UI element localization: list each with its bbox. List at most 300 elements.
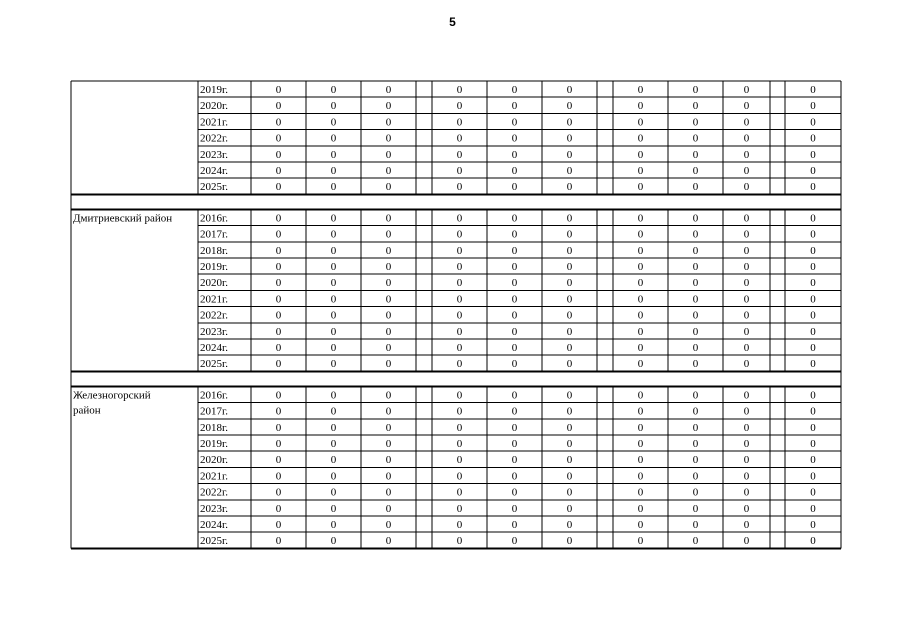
table-row (198, 229, 841, 242)
value-cell: 0 (637, 84, 644, 96)
table-row (198, 438, 841, 451)
value-cell: 0 (637, 502, 644, 515)
value-cell: 0 (692, 212, 699, 225)
value-cell: 0 (692, 438, 699, 450)
value-cell: 0 (456, 84, 463, 96)
value-cell: 0 (275, 148, 282, 161)
table-row (198, 422, 841, 435)
value-cell: 0 (566, 421, 573, 434)
page-number: 5 (449, 15, 456, 29)
value-cell: 0 (385, 181, 392, 194)
value-cell: 0 (810, 132, 816, 145)
value-cell: 0 (692, 293, 699, 306)
value-cell: 0 (330, 277, 337, 290)
value-cell: 0 (330, 535, 337, 548)
year-cell: 2023г. (200, 148, 229, 161)
value-cell: 0 (330, 84, 337, 96)
value-cell: 0 (810, 148, 816, 161)
value-cell: 0 (637, 309, 644, 322)
table-row (198, 261, 841, 274)
value-cell: 0 (637, 212, 644, 225)
value-cell: 0 (511, 212, 518, 225)
value-cell: 0 (275, 519, 282, 531)
year-cell: 2019г. (200, 84, 229, 96)
value-cell: 0 (275, 100, 282, 113)
year-cell: 2020г. (200, 277, 229, 290)
value-cell: 0 (637, 181, 644, 194)
value-cell: 0 (810, 100, 816, 113)
value-cell: 0 (456, 148, 463, 161)
value-cell: 0 (456, 309, 463, 322)
value-cell: 0 (637, 486, 644, 499)
table-row (198, 149, 841, 162)
year-cell: 2023г. (200, 502, 229, 515)
value-cell: 0 (692, 342, 699, 354)
value-cell: 0 (385, 132, 392, 145)
value-cell: 0 (456, 389, 463, 402)
value-cell: 0 (637, 261, 644, 273)
value-cell: 0 (511, 84, 518, 96)
value-cell: 0 (743, 293, 750, 306)
year-cell: 2020г. (200, 100, 229, 113)
value-cell: 0 (456, 405, 463, 418)
value-cell: 0 (692, 502, 699, 515)
value-cell: 0 (511, 405, 518, 418)
value-cell: 0 (637, 421, 644, 434)
table-row (198, 100, 841, 113)
value-cell: 0 (385, 535, 392, 548)
value-cell: 0 (810, 277, 816, 290)
value-cell: 0 (275, 116, 282, 129)
table-row (198, 470, 841, 483)
value-cell: 0 (275, 535, 282, 548)
value-cell: 0 (385, 116, 392, 129)
value-cell: 0 (692, 454, 699, 467)
value-cell: 0 (810, 342, 816, 354)
value-cell: 0 (330, 100, 337, 113)
value-cell: 0 (511, 293, 518, 306)
district-name: Дмитриевский район (73, 212, 173, 225)
value-cell: 0 (566, 148, 573, 161)
year-cell: 2021г. (200, 116, 229, 129)
value-cell: 0 (566, 342, 573, 354)
value-cell: 0 (637, 535, 644, 548)
value-cell: 0 (743, 148, 750, 161)
value-cell: 0 (385, 212, 392, 225)
value-cell: 0 (566, 454, 573, 467)
district-group (71, 386, 841, 548)
value-cell: 0 (275, 470, 282, 483)
value-cell: 0 (566, 100, 573, 113)
value-cell: 0 (810, 309, 816, 322)
value-cell: 0 (385, 309, 392, 322)
value-cell: 0 (275, 293, 282, 306)
value-cell: 0 (692, 325, 699, 338)
value-cell: 0 (637, 438, 644, 450)
value-cell: 0 (810, 486, 816, 499)
value-cell: 0 (743, 325, 750, 338)
value-cell: 0 (743, 389, 750, 402)
year-cell: 2024г. (200, 342, 229, 354)
value-cell: 0 (330, 342, 337, 354)
table-row (200, 535, 816, 547)
value-cell: 0 (566, 405, 573, 418)
value-cell: 0 (330, 486, 337, 499)
value-cell: 0 (511, 165, 518, 177)
value-cell: 0 (810, 502, 816, 515)
value-cell: 0 (743, 165, 750, 177)
table-row (198, 454, 841, 467)
value-cell: 0 (566, 165, 573, 177)
value-cell: 0 (566, 438, 573, 450)
table-row (198, 116, 841, 129)
year-cell: 2016г. (200, 212, 229, 225)
value-cell: 0 (385, 84, 392, 96)
table-row (200, 358, 816, 370)
table-row (198, 277, 841, 290)
value-cell: 0 (743, 421, 750, 434)
value-cell: 0 (743, 502, 750, 515)
value-cell: 0 (743, 342, 750, 354)
value-cell: 0 (511, 454, 518, 467)
year-cell: 2018г. (200, 421, 229, 434)
value-cell: 0 (692, 228, 699, 241)
value-cell: 0 (511, 100, 518, 113)
value-cell: 0 (637, 244, 644, 257)
value-cell: 0 (456, 454, 463, 467)
value-cell: 0 (637, 342, 644, 354)
value-cell: 0 (692, 148, 699, 161)
value-cell: 0 (810, 84, 816, 96)
value-cell: 0 (511, 519, 518, 531)
value-cell: 0 (692, 84, 699, 96)
value-cell: 0 (637, 358, 644, 371)
year-cell: 2022г. (200, 132, 229, 145)
value-cell: 0 (566, 293, 573, 306)
table-row (198, 406, 841, 419)
value-cell: 0 (330, 261, 337, 273)
value-cell: 0 (275, 438, 282, 450)
value-cell: 0 (511, 132, 518, 145)
value-cell: 0 (385, 486, 392, 499)
value-cell: 0 (743, 405, 750, 418)
value-cell: 0 (511, 325, 518, 338)
value-cell: 0 (385, 277, 392, 290)
value-cell: 0 (511, 421, 518, 434)
value-cell: 0 (810, 261, 816, 273)
value-cell: 0 (566, 132, 573, 145)
year-cell: 2023г. (200, 325, 229, 338)
district-group (71, 209, 841, 371)
value-cell: 0 (330, 228, 337, 241)
value-cell: 0 (330, 519, 337, 531)
value-cell: 0 (385, 148, 392, 161)
value-cell: 0 (456, 100, 463, 113)
value-cell: 0 (456, 228, 463, 241)
year-cell: 2025г. (200, 181, 229, 194)
value-cell: 0 (637, 228, 644, 241)
year-cell: 2017г. (200, 405, 229, 418)
value-cell: 0 (385, 421, 392, 434)
value-cell: 0 (385, 405, 392, 418)
year-cell: 2025г. (200, 358, 229, 371)
value-cell: 0 (743, 181, 750, 194)
value-cell: 0 (330, 212, 337, 225)
value-cell: 0 (810, 181, 816, 194)
value-cell: 0 (385, 325, 392, 338)
value-cell: 0 (275, 212, 282, 225)
value-cell: 0 (692, 470, 699, 483)
value-cell: 0 (275, 132, 282, 145)
value-cell: 0 (511, 148, 518, 161)
value-cell: 0 (275, 84, 282, 96)
value-cell: 0 (566, 519, 573, 531)
value-cell: 0 (511, 486, 518, 499)
value-cell: 0 (566, 535, 573, 548)
value-cell: 0 (566, 261, 573, 273)
value-cell: 0 (275, 228, 282, 241)
value-cell: 0 (275, 165, 282, 177)
year-cell: 2021г. (200, 470, 229, 483)
value-cell: 0 (566, 84, 573, 96)
value-cell: 0 (692, 389, 699, 402)
value-cell: 0 (275, 389, 282, 402)
year-cell: 2024г. (200, 165, 229, 177)
value-cell: 0 (743, 309, 750, 322)
value-cell: 0 (637, 519, 644, 531)
value-cell: 0 (566, 502, 573, 515)
year-cell: 2019г. (200, 438, 229, 450)
value-cell: 0 (511, 309, 518, 322)
value-cell: 0 (275, 502, 282, 515)
value-cell: 0 (637, 325, 644, 338)
value-cell: 0 (456, 421, 463, 434)
value-cell: 0 (743, 116, 750, 129)
value-cell: 0 (275, 342, 282, 354)
value-cell: 0 (692, 116, 699, 129)
table-row (198, 389, 841, 402)
value-cell: 0 (566, 212, 573, 225)
value-cell: 0 (566, 228, 573, 241)
value-cell: 0 (330, 421, 337, 434)
value-cell: 0 (275, 358, 282, 371)
value-cell: 0 (810, 389, 816, 402)
value-cell: 0 (743, 358, 750, 371)
value-cell: 0 (385, 358, 392, 371)
value-cell: 0 (330, 502, 337, 515)
value-cell: 0 (511, 535, 518, 548)
value-cell: 0 (456, 502, 463, 515)
value-cell: 0 (566, 277, 573, 290)
value-cell: 0 (385, 502, 392, 515)
value-cell: 0 (692, 421, 699, 434)
value-cell: 0 (743, 519, 750, 531)
value-cell: 0 (810, 165, 816, 177)
value-cell: 0 (743, 132, 750, 145)
value-cell: 0 (743, 228, 750, 241)
value-cell: 0 (637, 470, 644, 483)
value-cell: 0 (385, 470, 392, 483)
value-cell: 0 (385, 389, 392, 402)
value-cell: 0 (692, 100, 699, 113)
value-cell: 0 (511, 228, 518, 241)
value-cell: 0 (692, 405, 699, 418)
value-cell: 0 (511, 389, 518, 402)
value-cell: 0 (743, 535, 750, 548)
value-cell: 0 (511, 261, 518, 273)
value-cell: 0 (692, 277, 699, 290)
value-cell: 0 (330, 309, 337, 322)
value-cell: 0 (330, 325, 337, 338)
table-row (198, 165, 841, 178)
value-cell: 0 (385, 519, 392, 531)
value-cell: 0 (566, 470, 573, 483)
value-cell: 0 (456, 342, 463, 354)
value-cell: 0 (456, 165, 463, 177)
value-cell: 0 (692, 181, 699, 194)
year-cell: 2020г. (200, 454, 229, 467)
table-row (198, 519, 841, 532)
value-cell: 0 (810, 405, 816, 418)
value-cell: 0 (511, 470, 518, 483)
value-cell: 0 (810, 438, 816, 450)
table-row (198, 503, 841, 516)
value-cell: 0 (566, 181, 573, 194)
table-grid (70, 80, 842, 551)
value-cell: 0 (810, 519, 816, 531)
value-cell: 0 (456, 293, 463, 306)
value-cell: 0 (810, 228, 816, 241)
value-cell: 0 (275, 454, 282, 467)
value-cell: 0 (566, 389, 573, 402)
value-cell: 0 (810, 325, 816, 338)
value-cell: 0 (566, 358, 573, 371)
value-cell: 0 (456, 486, 463, 499)
value-cell: 0 (330, 405, 337, 418)
value-cell: 0 (810, 535, 816, 548)
value-cell: 0 (637, 405, 644, 418)
value-cell: 0 (330, 358, 337, 371)
district-group (71, 81, 841, 194)
value-cell: 0 (385, 261, 392, 273)
value-cell: 0 (692, 535, 699, 548)
value-cell: 0 (743, 486, 750, 499)
value-cell: 0 (810, 116, 816, 129)
value-cell: 0 (456, 244, 463, 257)
value-cell: 0 (456, 261, 463, 273)
value-cell: 0 (385, 244, 392, 257)
value-cell: 0 (385, 100, 392, 113)
value-cell: 0 (330, 470, 337, 483)
table-row (198, 487, 841, 500)
value-cell: 0 (637, 277, 644, 290)
value-cell: 0 (743, 470, 750, 483)
value-cell: 0 (511, 181, 518, 194)
table-row (198, 245, 841, 258)
year-cell: 2022г. (200, 309, 229, 322)
value-cell: 0 (330, 116, 337, 129)
value-cell: 0 (275, 244, 282, 257)
value-cell: 0 (275, 421, 282, 434)
year-cell: 2024г. (200, 519, 229, 531)
value-cell: 0 (743, 244, 750, 257)
value-cell: 0 (810, 212, 816, 225)
value-cell: 0 (511, 502, 518, 515)
value-cell: 0 (456, 181, 463, 194)
value-cell: 0 (810, 293, 816, 306)
value-cell: 0 (810, 244, 816, 257)
value-cell: 0 (810, 470, 816, 483)
year-cell: 2021г. (200, 293, 229, 306)
table-row (198, 310, 841, 323)
value-cell: 0 (743, 84, 750, 96)
value-cell: 0 (456, 470, 463, 483)
value-cell: 0 (692, 486, 699, 499)
value-cell: 0 (275, 405, 282, 418)
value-cell: 0 (511, 438, 518, 450)
value-cell: 0 (637, 100, 644, 113)
year-cell: 2019г. (200, 261, 229, 273)
value-cell: 0 (743, 277, 750, 290)
value-cell: 0 (743, 261, 750, 273)
value-cell: 0 (456, 535, 463, 548)
table-row (198, 293, 841, 306)
year-cell: 2016г. (200, 389, 229, 402)
value-cell: 0 (637, 293, 644, 306)
value-cell: 0 (511, 277, 518, 290)
value-cell: 0 (456, 277, 463, 290)
value-cell: 0 (810, 358, 816, 371)
value-cell: 0 (330, 454, 337, 467)
value-cell: 0 (511, 116, 518, 129)
value-cell: 0 (637, 454, 644, 467)
district-year-table (70, 80, 842, 551)
value-cell: 0 (566, 244, 573, 257)
value-cell: 0 (385, 342, 392, 354)
value-cell: 0 (275, 309, 282, 322)
value-cell: 0 (275, 277, 282, 290)
value-cell: 0 (810, 454, 816, 467)
value-cell: 0 (566, 325, 573, 338)
value-cell: 0 (330, 132, 337, 145)
year-cell: 2018г. (200, 244, 229, 257)
year-cell: 2022г. (200, 486, 229, 499)
table-row (198, 342, 841, 355)
value-cell: 0 (511, 342, 518, 354)
value-cell: 0 (275, 261, 282, 273)
value-cell: 0 (330, 244, 337, 257)
value-cell: 0 (637, 116, 644, 129)
value-cell: 0 (456, 519, 463, 531)
value-cell: 0 (692, 358, 699, 371)
table-row (198, 84, 841, 97)
value-cell: 0 (385, 438, 392, 450)
value-cell: 0 (275, 325, 282, 338)
value-cell: 0 (637, 148, 644, 161)
year-cell: 2017г. (200, 228, 229, 241)
value-cell: 0 (456, 325, 463, 338)
value-cell: 0 (692, 309, 699, 322)
value-cell: 0 (275, 181, 282, 194)
value-cell: 0 (385, 228, 392, 241)
value-cell: 0 (456, 438, 463, 450)
value-cell: 0 (637, 132, 644, 145)
value-cell: 0 (385, 165, 392, 177)
value-cell: 0 (330, 148, 337, 161)
table-row (200, 181, 816, 193)
value-cell: 0 (330, 438, 337, 450)
table-row (198, 326, 841, 339)
